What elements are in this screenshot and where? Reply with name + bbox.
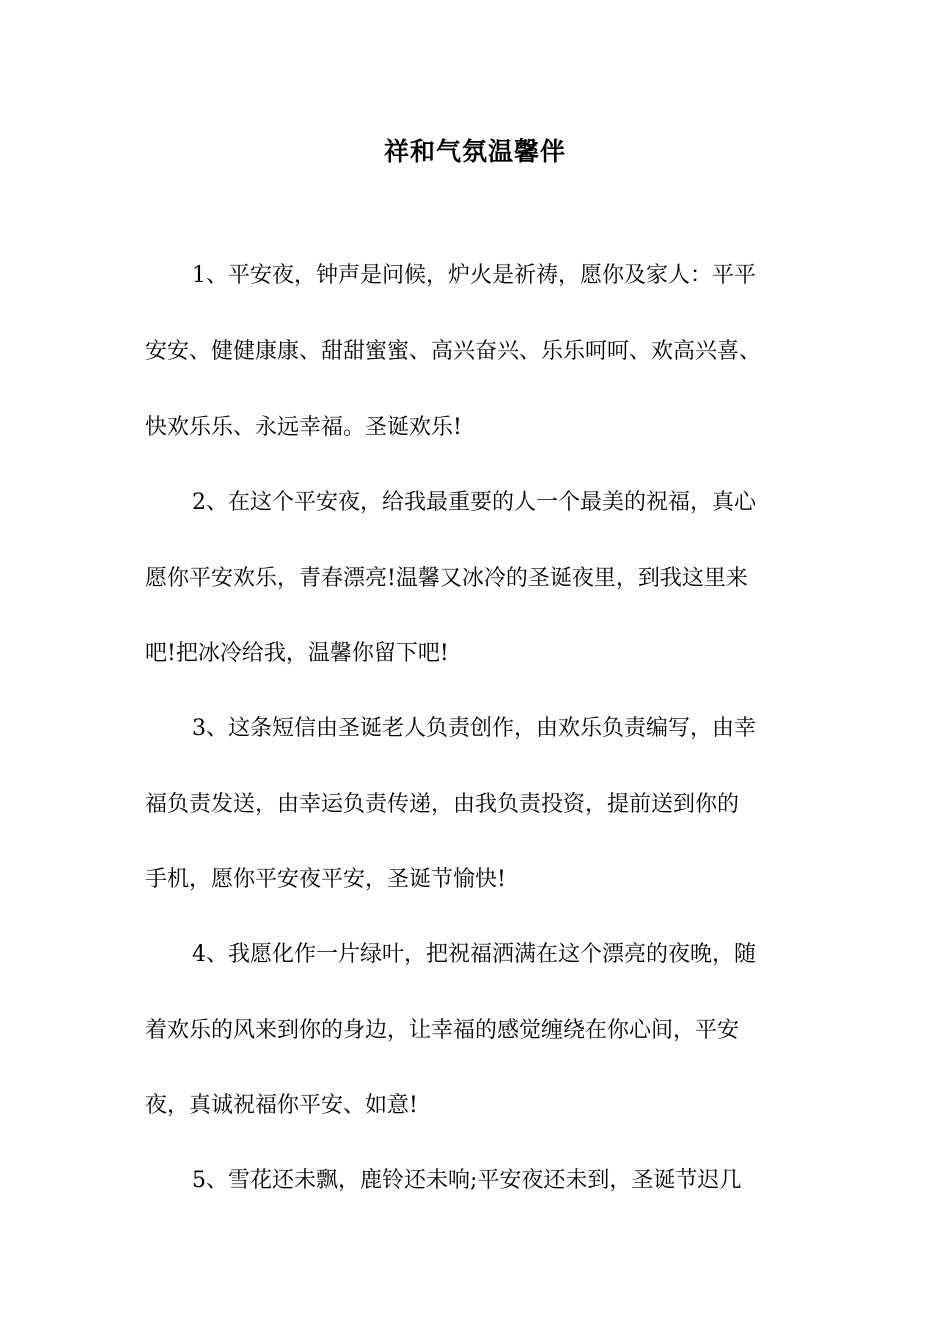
- paragraph-2-line-1: 2、在这个平安夜，给我最重要的人一个最美的祝福，真心: [192, 490, 756, 515]
- paragraph-3-line-2: 福负责发送，由幸运负责传递，由我负责投资，提前送到你的: [145, 792, 740, 817]
- paragraph-4-line-1: 4、我愿化作一片绿叶，把祝福洒满在这个漂亮的夜晚，随: [192, 942, 756, 967]
- paragraph-1-line-2: 安安、健健康康、甜甜蜜蜜、高兴奋兴、乐乐呵呵、欢高兴喜、: [145, 339, 762, 364]
- document-title: 祥和气氛温馨伴: [383, 137, 566, 166]
- paragraph-3-line-3: 手机，愿你平安夜平安，圣诞节愉快!: [145, 867, 506, 892]
- paragraph-4-line-3: 夜，真诚祝福你平安、如意!: [145, 1093, 418, 1118]
- paragraph-1-line-3: 快欢乐乐、永远幸福。圣诞欢乐!: [145, 415, 462, 440]
- paragraph-2-line-2: 愿你平安欢乐，青春漂亮!温馨又冰冷的圣诞夜里，到我这里来: [145, 566, 748, 591]
- paragraph-3-line-1: 3、这条短信由圣诞老人负责创作，由欢乐负责编写，由幸: [192, 716, 756, 741]
- paragraph-2-line-3: 吧!把冰冷给我，温馨你留下吧!: [145, 641, 449, 666]
- paragraph-5-line-1: 5、雪花还未飘，鹿铃还未响;平安夜还未到，圣诞节迟几: [192, 1168, 742, 1193]
- paragraph-1-line-1: 1、平安夜，钟声是问候，炉火是祈祷，愿你及家人：平平: [192, 263, 756, 288]
- paragraph-4-line-2: 着欢乐的风来到你的身边，让幸福的感觉缠绕在你心间，平安: [145, 1018, 740, 1043]
